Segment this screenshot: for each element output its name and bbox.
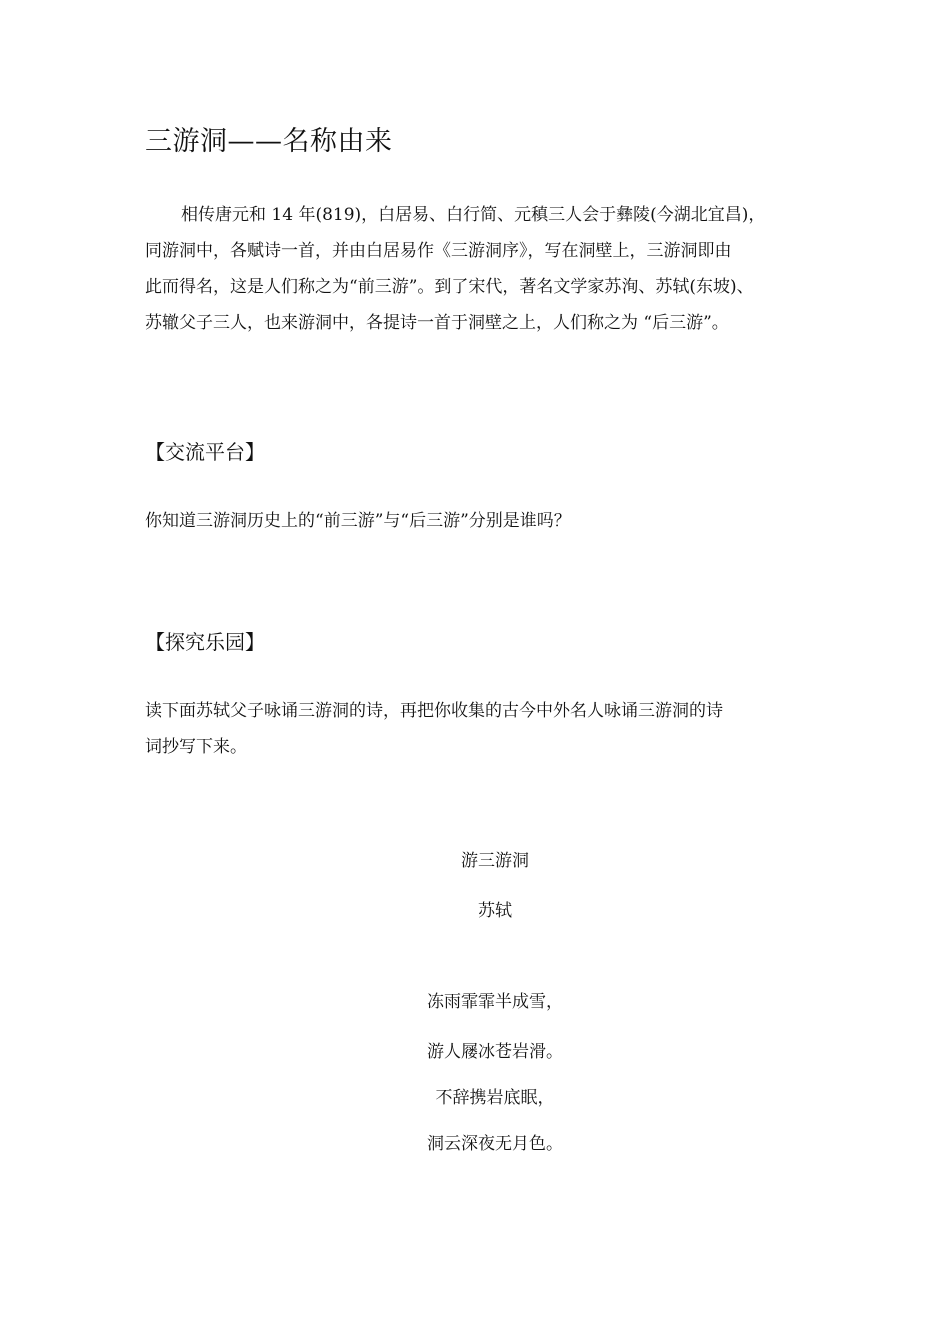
intro-line: 同游洞中，各赋诗一首，并由白居易作《三游洞序》，写在洞壁上，三游洞即由 [145,241,732,261]
intro-line: 苏辙父子三人，也来游洞中，各提诗一首于洞壁之上，人们称之为 “后三游”。 [145,313,729,333]
intro-line: 相传唐元和 14 年(819)，白居易、白行简、元稹三人会于彝陵(今湖北宜昌)， [181,205,766,225]
poem-line: 冻雨霏霏半成雪， [427,992,563,1012]
instruction-line: 词抄写下来。 [145,737,247,757]
poem-author: 苏轼 [478,901,512,921]
poem-line: 游人屦冰苍岩滑。 [427,1042,563,1062]
intro-line: 此而得名，这是人们称之为“前三游”。到了宋代，著名文学家苏洵、苏轼(东坡)、 [145,277,754,297]
exchange-question [145,503,825,539]
intro-paragraph [145,197,825,341]
poem-line: 洞云深夜无月色。 [427,1134,563,1154]
section-heading-exchange: 【交流平台】 [145,440,265,464]
poem-title: 游三游洞 [461,851,529,871]
section-heading-explore: 【探究乐园】 [145,630,265,654]
explore-instruction [145,693,825,765]
poem-line: 不辞携岩底眠， [435,1088,555,1108]
instruction-line: 读下面苏轼父子咏诵三游洞的诗，再把你收集的古今中外名人咏诵三游洞的诗 [145,701,723,721]
question-line: 你知道三游洞历史上的“前三游”与“后三游”分别是谁吗？ [145,511,571,531]
document-title: 三游洞——名称由来 [145,126,393,157]
